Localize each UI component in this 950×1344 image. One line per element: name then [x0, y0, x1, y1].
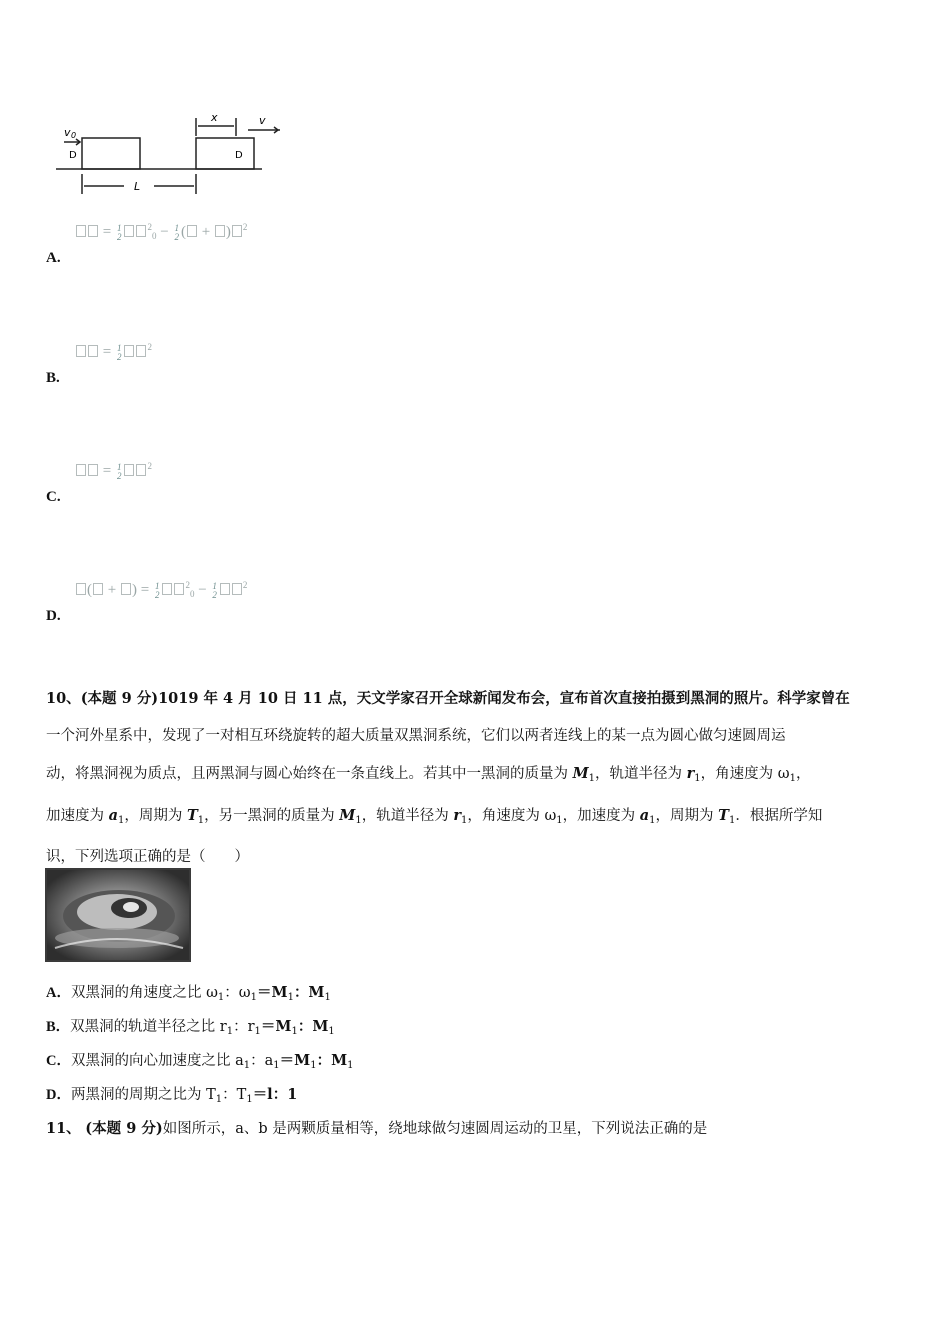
black-hole-photo — [45, 868, 191, 962]
L-label: L — [134, 180, 141, 193]
q10-choice-c[interactable]: C．双黑洞的向心加速度之比 $a_1$：$a_1=M_1$：$M_1$ — [46, 1052, 354, 1071]
block-collision-diagram — [52, 108, 284, 200]
option-c-label: C. — [46, 489, 61, 505]
block-right — [196, 138, 254, 169]
v0-label: v — [64, 126, 71, 139]
x-label: x — [211, 111, 218, 124]
question-10-stem: 10、(本题 9 分)1019 年 4 月 10 日 11 点，天文学家召开全球新闻发布会，宣布首次直接拍摄到黑洞的照片。科学家曾在 一个河外星系中，发现了一对相互环绕旋转的超大质量双黑洞系统，它们以两者连线上的某一点为圆心做匀速圆周运 动，将黑洞视为质点，且两黑洞与圆心始终在一条直线上。若其中一黑洞的质量为 $M_1$，轨道半径为 $r_1$，角速度为 $\omega_1$， 加速度为 $a_1$，周期为 $T_1$，另一黑洞的质量为 $M_1$，轨道半径为 $r_1$，角速度为 $\omega_1$，加速度为 $a_1$，周期为 $T_1$．根据所学知 识，下列选项正确的是（ ） — [46, 690, 850, 865]
svg-text:D: D — [235, 150, 243, 161]
v-label: v — [259, 114, 266, 127]
formula-a: = 1 2 $^2_0$ − 1 2 ( + ) $^2$ — [75, 222, 247, 242]
formula-b: = 1 2 $^2$ — [75, 342, 152, 362]
formula-d: ( + ) = 1 2 $^2_0$ − 1 2 $^2$ — [75, 580, 247, 600]
block-left — [82, 138, 140, 169]
q10-choice-b[interactable]: B．双黑洞的轨道半径之比 $r_1$：$r_1=M_1$：$M_1$ — [46, 1018, 335, 1037]
formula-c: = 1 2 $^2$ — [75, 461, 152, 481]
question-11-stem: 11、 (本题 9 分)如图所示，a、b 是两颗质量相等，绕地球做匀速圆周运动的卫星，下列说法正确的是 — [46, 1120, 708, 1137]
option-a-label: A. — [46, 250, 61, 266]
q10-choice-a[interactable]: A．双黑洞的角速度之比 $\omega_1$：$\omega_1=M_1$：$M_1$ — [46, 984, 331, 1003]
option-d-label: D. — [46, 608, 61, 624]
q10-choice-d[interactable]: D．两黑洞的周期之比为 $T_1$：$T_1=l$：1 — [46, 1086, 298, 1105]
svg-text:0: 0 — [71, 131, 77, 140]
svg-text:D: D — [69, 150, 77, 161]
option-b-label: B. — [46, 370, 60, 386]
